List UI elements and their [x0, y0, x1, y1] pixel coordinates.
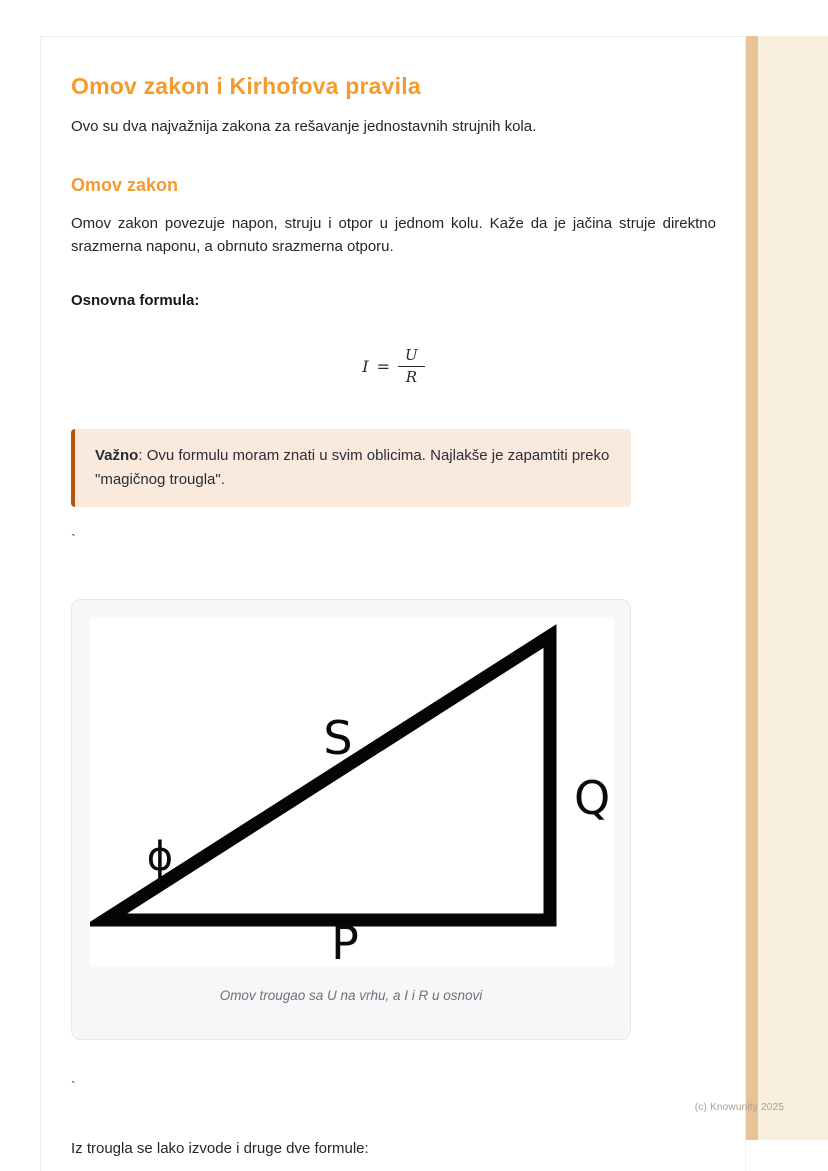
page-edge-strip [745, 36, 758, 1140]
formula-block [71, 347, 716, 387]
right-side-label: Q [574, 770, 611, 825]
outro-paragraph: Iz trougla se lako izvode i druge dve formule: [71, 1139, 369, 1157]
page-title: Omov zakon i Kirhofova pravila [71, 73, 421, 99]
callout-text: : Ovu formulu moram znati u svim oblicima. Najlakše je zapamtiti preko "magičnog trougla". [95, 446, 610, 488]
stray-backtick-bottom: ` [71, 1077, 76, 1094]
hypotenuse-label: S [323, 710, 353, 765]
watermark: (c) Knowunity 2025 [694, 1102, 784, 1113]
triangle-image [90, 618, 614, 966]
formula-fraction [398, 347, 425, 387]
body-paragraph: Omov zakon povezuje napon, struju i otpor u jednom kolu. Kaže da je jačina struje direktno srazmerna naponu, a obrnuto srazmerna otporu. [71, 214, 716, 255]
document-sheet [40, 36, 746, 1171]
figure-card [71, 599, 631, 1040]
triangle-drawing [90, 618, 614, 966]
base-label: P [331, 915, 359, 966]
formula-lhs: I [362, 357, 369, 377]
formula-label: Osnovna formula: [71, 292, 200, 309]
figure-caption: Omov trougao sa U na vrhu, a I i R u osnovi [219, 987, 483, 1003]
stray-backtick-top: ` [71, 530, 76, 547]
formula-numerator: U [398, 347, 425, 367]
important-callout [71, 429, 631, 507]
intro-paragraph: Ovo su dva najvažnija zakona za rešavanje jednostavnih strujnih kola. [71, 118, 537, 135]
formula-denominator: R [405, 368, 417, 387]
section-heading: Omov zakon [71, 174, 179, 195]
page-edge-band [758, 36, 828, 1140]
formula-equals: = [376, 357, 391, 377]
angle-label: ϕ [146, 833, 174, 880]
callout-emphasis: Važno [95, 446, 139, 464]
